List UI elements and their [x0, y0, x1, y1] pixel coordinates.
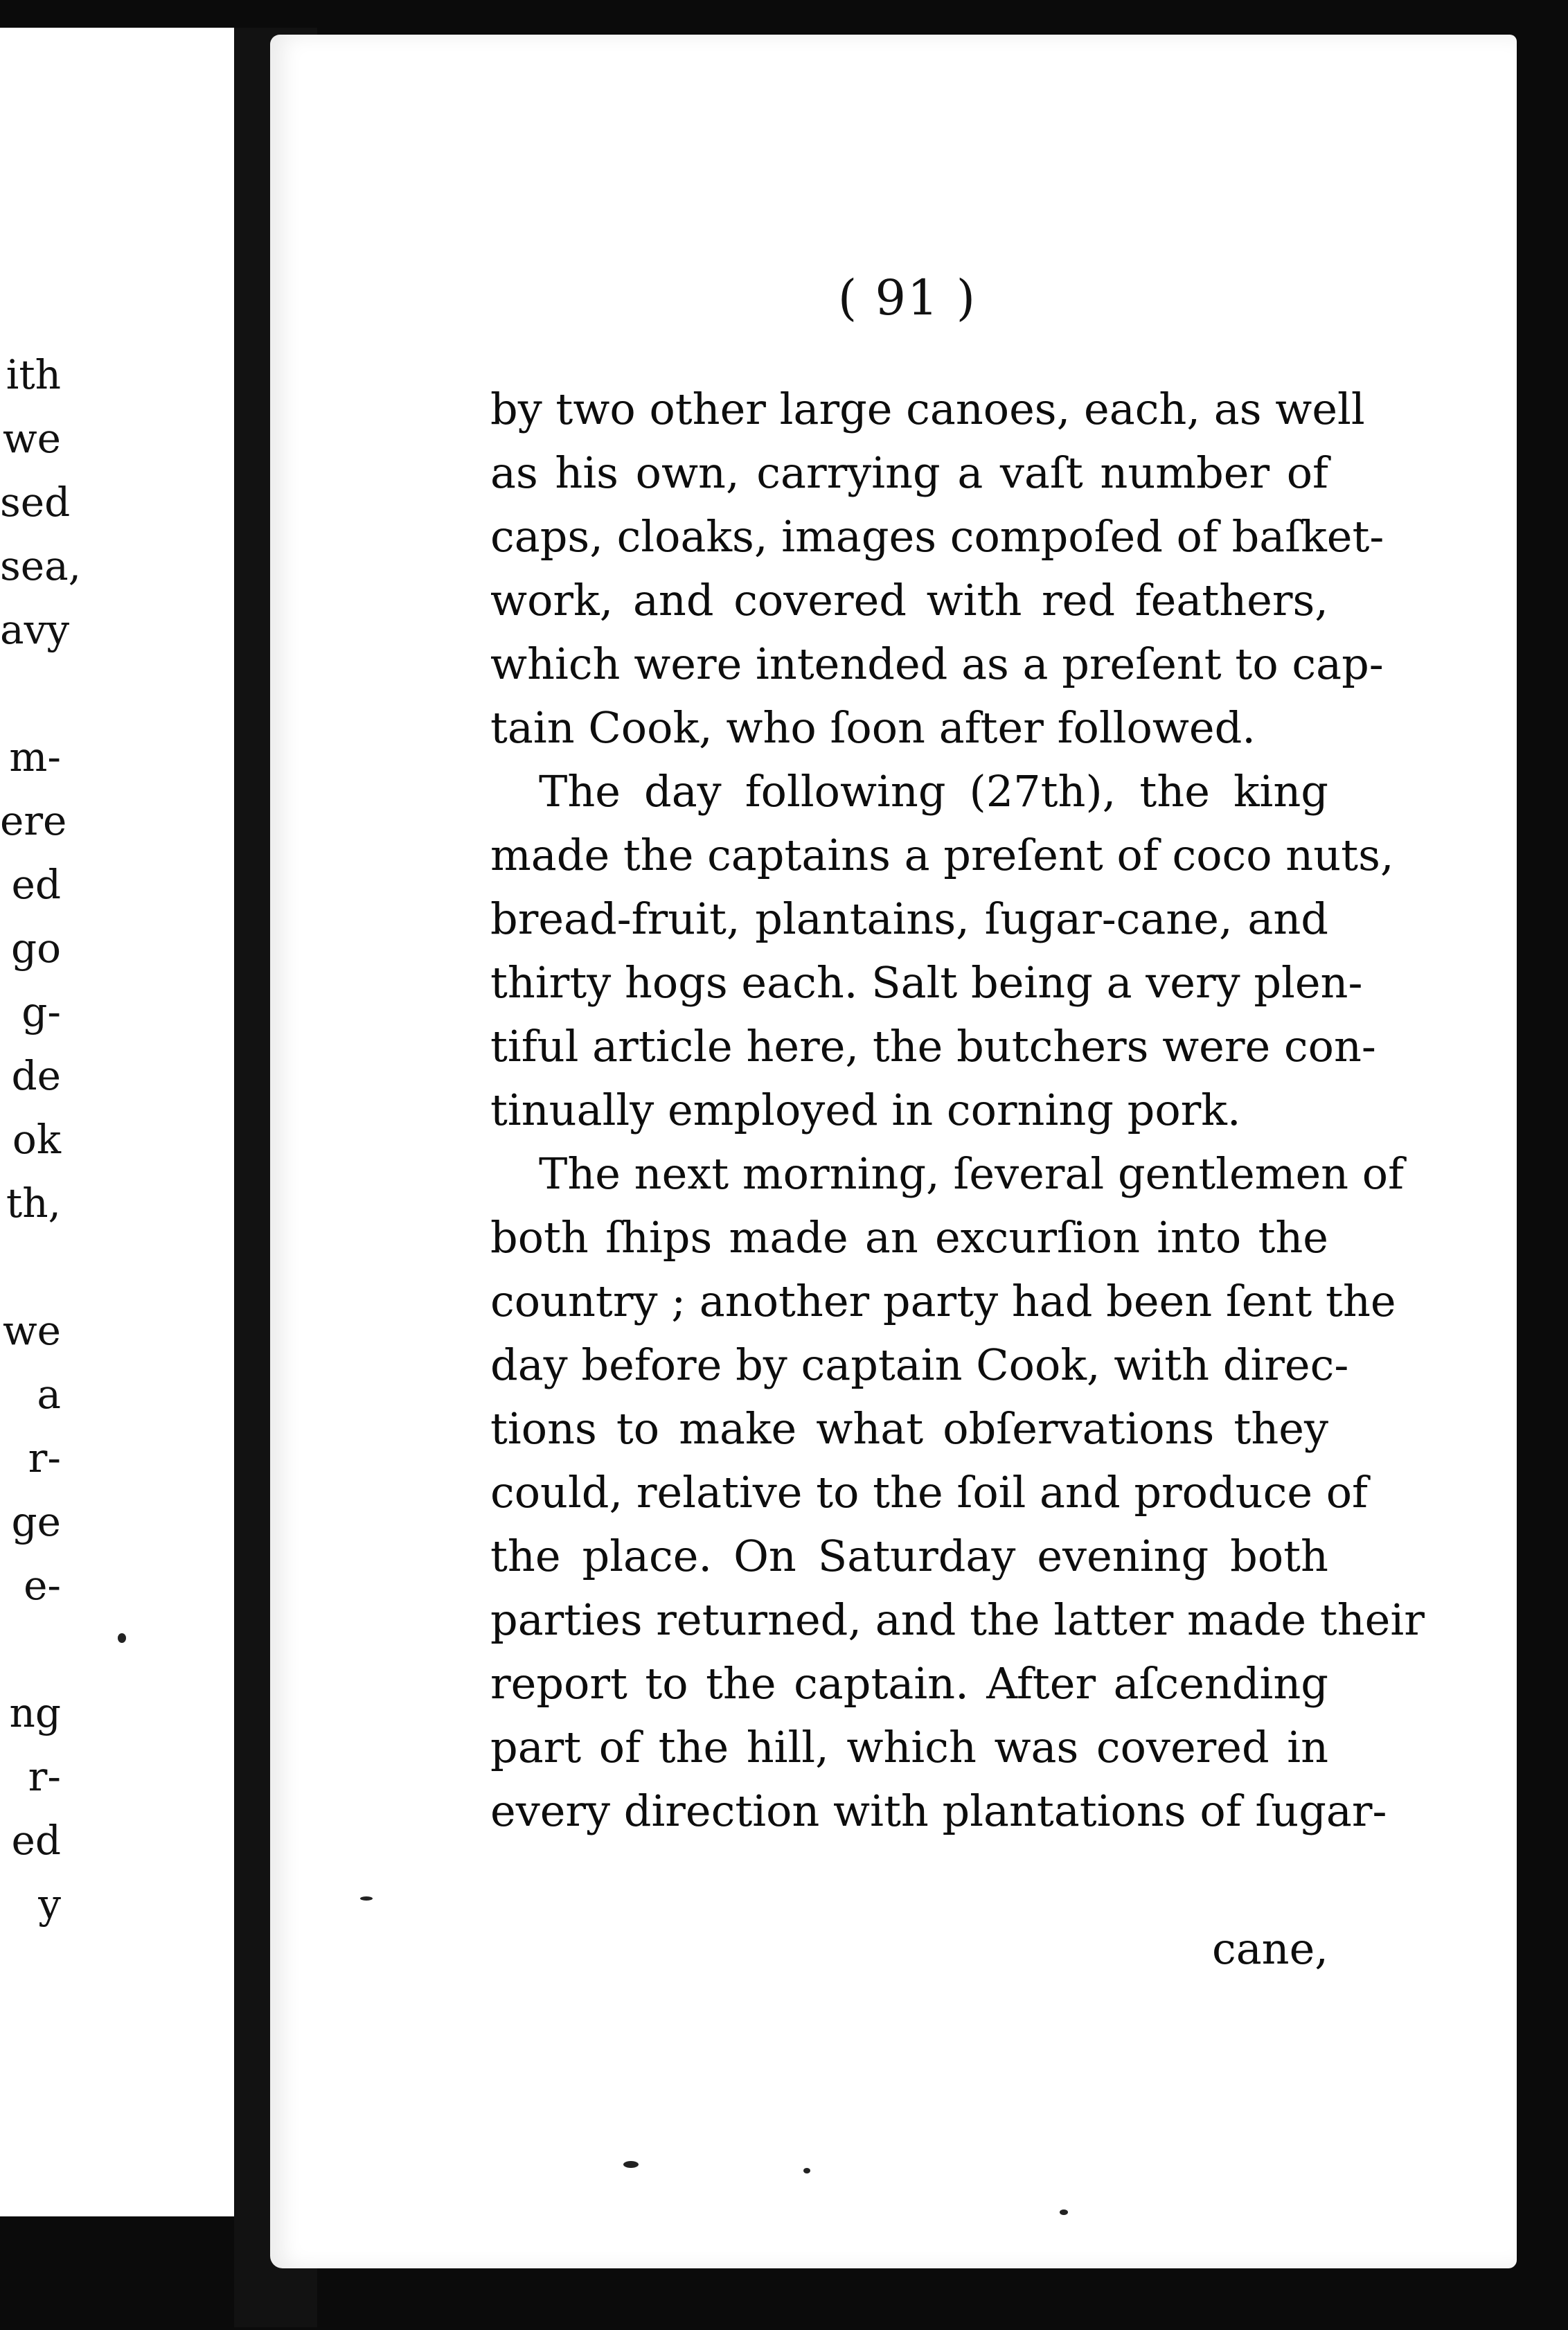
text-line: tinually employed in corning pork.: [490, 1085, 1241, 1135]
book-page: [270, 35, 1517, 2268]
text-line: The day following (27th), the king: [539, 766, 1328, 817]
text-line: bread-fruit, plantains, ſugar-cane, and: [490, 893, 1328, 944]
facing-page-fragment: go: [10, 925, 61, 972]
facing-page-fragment: e-: [24, 1562, 61, 1609]
facing-page-fragment: [0, 1235, 61, 1299]
facing-page-text-fragments: [0, 343, 82, 1936]
text-line: both ſhips made an excurſion into the: [490, 1212, 1328, 1263]
text-line: tions to make what obſervations they: [490, 1403, 1328, 1454]
facing-page-fragment: ere: [0, 797, 67, 844]
facing-page-fragment: de: [11, 1052, 61, 1099]
text-line: tiful article here, the butchers were con-: [490, 1021, 1376, 1071]
text-line: country ; another party had been ſent the: [490, 1276, 1396, 1326]
text-line: which were intended as a preſent to cap-: [490, 639, 1384, 689]
text-line: could, relative to the ſoil and produce of: [490, 1467, 1369, 1518]
text-line: tain Cook, who ſoon after followed.: [490, 702, 1256, 753]
facing-page-fragment: ed: [11, 1817, 61, 1864]
facing-page-fragment: sed: [0, 479, 71, 526]
facing-page-fragment: ng: [9, 1689, 61, 1736]
text-line: The next morning, ſeveral gentlemen of: [539, 1148, 1405, 1199]
facing-page-fragment: g-: [21, 988, 61, 1035]
text-line: parties returned, and the latter made their: [490, 1594, 1425, 1645]
ink-speck: [360, 1896, 373, 1901]
facing-page-fragment: m-: [9, 733, 61, 781]
facing-page-fragment: ed: [11, 861, 61, 908]
ink-speck: [803, 2168, 810, 2173]
text-line: part of the hill, which was covered in: [490, 1722, 1328, 1772]
facing-page-fragment: [0, 1617, 61, 1681]
text-line: by two other large canoes, each, as well: [490, 384, 1365, 434]
facing-page-fragment: r-: [28, 1434, 61, 1482]
text-line: every direction with plantations of ſugar-: [490, 1786, 1387, 1836]
facing-page-fragment: y: [38, 1880, 61, 1928]
facing-page-fragment: th,: [6, 1180, 61, 1227]
text-line: day before by captain Cook, with direc-: [490, 1340, 1349, 1390]
page-number: ( 91 ): [837, 269, 977, 326]
text-line: work, and covered with red feathers,: [490, 575, 1328, 625]
text-line: caps, cloaks, images compoſed of baſket-: [490, 511, 1384, 562]
facing-page-fragment: we: [3, 415, 61, 462]
facing-page-fragment: a: [37, 1371, 61, 1418]
facing-page-fragment: we: [3, 1307, 61, 1354]
facing-page-fragment: ok: [12, 1116, 61, 1163]
text-line: report to the captain. After aſcending: [490, 1658, 1328, 1709]
facing-page-fragment: sea,: [0, 542, 82, 589]
ink-speck: [118, 1633, 126, 1643]
text-line: as his own, carrying a vaſt number of: [490, 447, 1328, 498]
body-text: [490, 377, 1425, 1843]
facing-page-fragment: avy: [0, 606, 70, 653]
text-line: made the captains a preſent of coco nuts,: [490, 830, 1394, 880]
facing-page-fragment: ith: [6, 351, 61, 398]
facing-page-fragment: ge: [11, 1498, 61, 1545]
text-line: the place. On Saturday evening both: [490, 1531, 1328, 1581]
facing-page-fragment: r-: [28, 1753, 61, 1800]
ink-speck: [1060, 2209, 1068, 2215]
catchword: cane,: [1211, 1923, 1328, 1974]
facing-page-fragment: [0, 661, 61, 725]
ink-speck: [623, 2161, 639, 2168]
text-line: thirty hogs each. Salt being a very plen-: [490, 957, 1363, 1008]
